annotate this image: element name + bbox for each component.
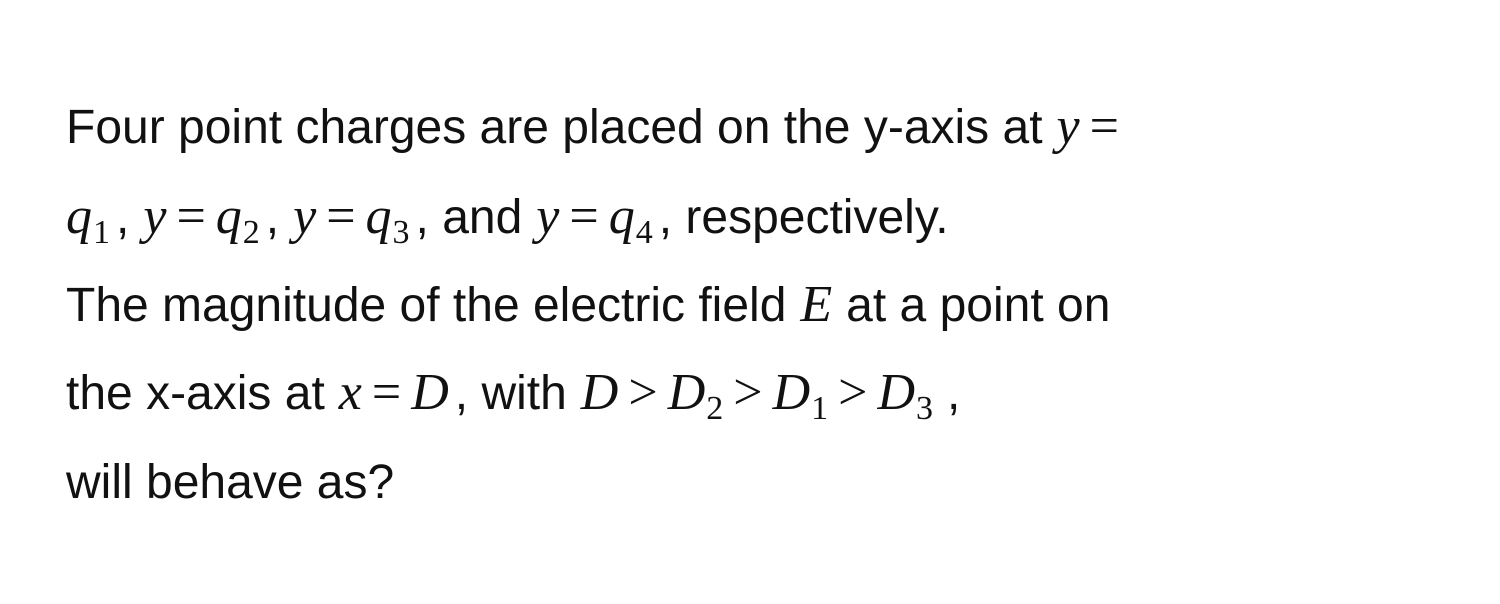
text-with: , with xyxy=(454,367,567,420)
line4-text-start: the x-axis at xyxy=(66,367,325,420)
question-line-3 xyxy=(66,275,1110,335)
math-x-equals-d: x = D xyxy=(338,364,449,421)
line3-text-start: The magnitude of the electric field xyxy=(66,279,787,332)
text-and: , and xyxy=(415,191,523,244)
math-inequality-chain: D > D2 > D1 > D3 xyxy=(580,364,934,427)
line3-text-end: at a point on xyxy=(846,279,1111,332)
question-line-4 xyxy=(66,363,961,427)
line1-text: Four point charges are placed on the y-axis at xyxy=(66,101,1043,154)
separator-comma-1: , xyxy=(116,191,130,244)
question-line-5 xyxy=(66,453,394,513)
math-e: E xyxy=(800,276,833,333)
text-respectively: , respectively. xyxy=(658,191,949,244)
question-line-1 xyxy=(66,97,1129,157)
line4-text-end: , xyxy=(947,367,961,420)
line5-text: will behave as? xyxy=(66,456,395,509)
math-y-equals-q2: y = q2 xyxy=(143,188,260,251)
math-q1: q1 xyxy=(66,188,110,251)
separator-comma-2: , xyxy=(265,191,280,244)
math-y-equals-q3: y = q3 xyxy=(293,188,410,251)
math-y-equals-q4: y = q4 xyxy=(536,188,653,251)
question-line-2 xyxy=(66,187,949,251)
math-y-equals: y = xyxy=(1056,98,1119,155)
